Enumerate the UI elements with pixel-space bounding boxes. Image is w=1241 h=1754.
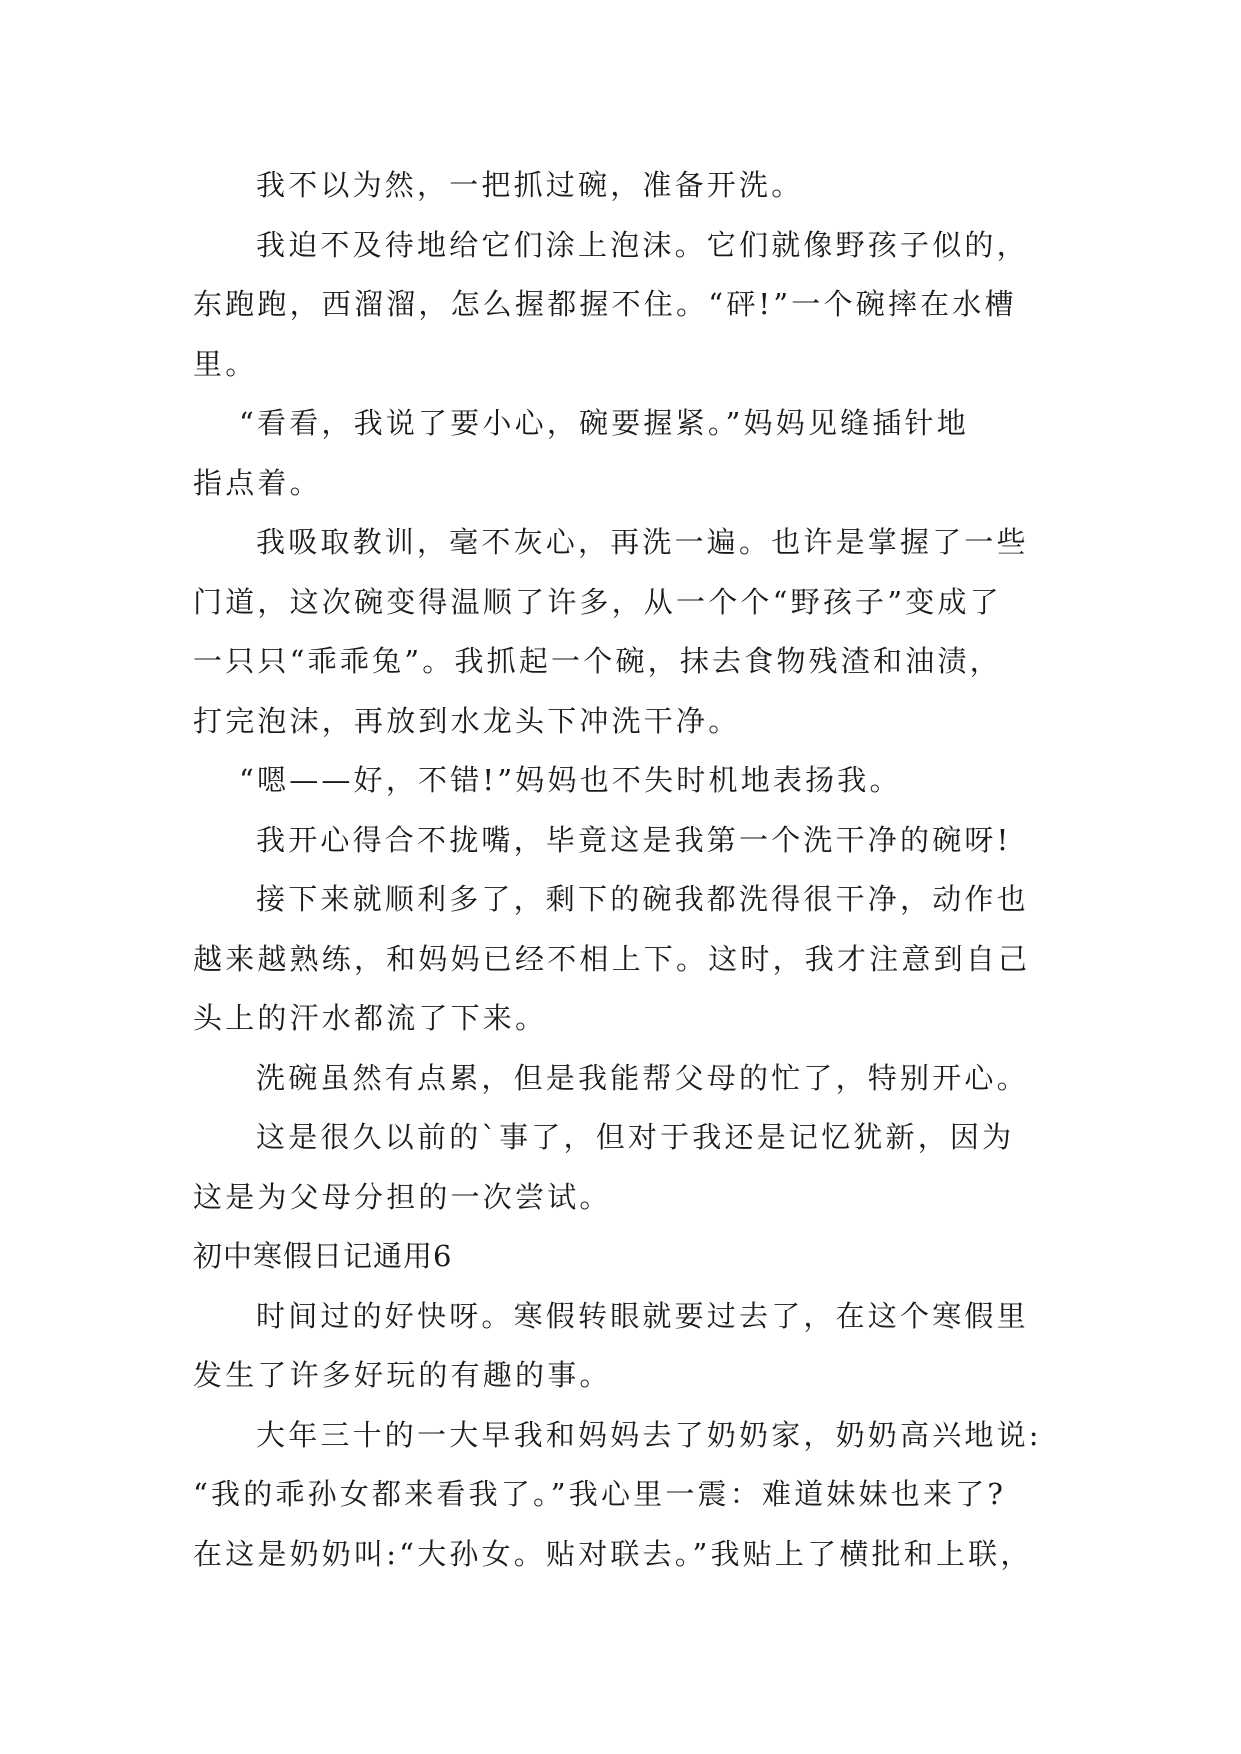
text-line: 这是为父母分担的一次尝试。: [193, 1179, 612, 1214]
text-line: 大年三十的一大早我和妈妈去了奶奶家，奶奶高兴地说:: [256, 1417, 1042, 1452]
text-line: 发生了许多好玩的有趣的事。: [193, 1358, 612, 1392]
text-line: 越来越熟练，和妈妈已经不相上下。这时，我才注意到自己: [193, 941, 1031, 976]
text-line: 东跑跑，西溜溜，怎么握都握不住。“砰!”一个碗摔在水槽: [193, 287, 1017, 321]
text-line: 在这是奶奶叫:“大孙女。贴对联去。”我贴上了横批和上联，: [193, 1536, 1033, 1571]
text-line: 这是很久以前的`事了，但对于我还是记忆犹新，因为: [256, 1120, 1015, 1154]
text-line: 一只只“乖乖兔”。我抓起一个碗，抹去食物残渣和油渍，: [193, 644, 1002, 678]
text-line: 我迫不及待地给它们涂上泡沫。它们就像野孩子似的，: [256, 227, 1029, 262]
document-body: [193, 156, 1063, 1584]
text-line: 打完泡沫，再放到水龙头下冲洗干净。: [193, 703, 741, 738]
text-line: 指点着。: [193, 465, 322, 500]
text-line: 接下来就顺利多了，剩下的碗我都洗得很干净，动作也: [256, 882, 1029, 916]
text-line: 门道，这次碗变得温顺了许多，从一个个“野孩子”变成了: [193, 584, 1002, 619]
text-line: “嗯——好，不错!”妈妈也不失时机地表扬我。: [239, 763, 902, 797]
text-line: 头上的汗水都流了下来。: [193, 1001, 548, 1035]
text-line: 里。: [193, 346, 258, 381]
section-heading: 初中寒假日记通用6: [193, 1239, 453, 1273]
text-line: “看看，我说了要小心，碗要握紧。”妈妈见缝插针地: [239, 406, 969, 440]
text-line: 我开心得合不拢嘴，毕竟这是我第一个洗干净的碗呀!: [256, 822, 1012, 857]
text-line: “我的乖孙女都来看我了。”我心里一震：难道妹妹也来了?: [193, 1477, 1007, 1511]
text-line: 我吸取教训，毫不灰心，再洗一遍。也许是掌握了一些: [256, 525, 1029, 559]
text-line: 洗碗虽然有点累，但是我能帮父母的忙了，特别开心。: [256, 1060, 1029, 1095]
text-line: 我不以为然，一把抓过碗，准备开洗。: [256, 168, 804, 202]
text-line: 时间过的好快呀。寒假转眼就要过去了，在这个寒假里: [256, 1298, 1029, 1333]
